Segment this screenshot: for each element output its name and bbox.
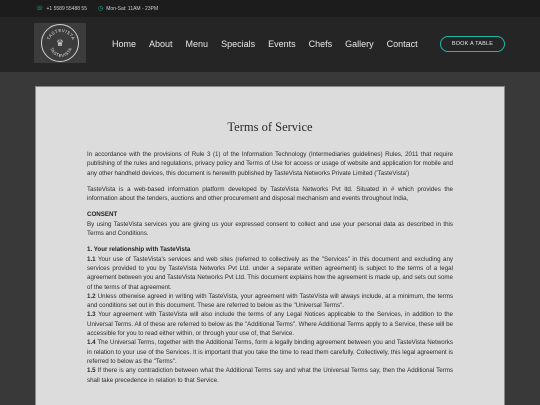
- nav-chefs[interactable]: Chefs: [308, 39, 333, 49]
- chef-hat-icon: ♛: [55, 37, 65, 48]
- page-title: Terms of Service: [227, 120, 313, 134]
- svg-text:TASTEVISTA: TASTEVISTA: [49, 46, 73, 59]
- about-paragraph: TasteVista is a web-based information platform developed by TasteVista Networks Pvt ltd. Situated in # which provides the information about the tenders, auctions and other procurement and disposal mechanism and events throughout India,: [87, 185, 453, 203]
- svg-text:TASTEVISTA: TASTEVISTA: [45, 27, 77, 41]
- top-info-bar: [0, 0, 540, 17]
- logo-ring-text: [42, 25, 80, 63]
- nav-menu[interactable]: Menu: [185, 39, 209, 49]
- logo-emblem: [41, 24, 79, 62]
- main-nav: [112, 34, 431, 54]
- clause-1-1: [87, 255, 453, 292]
- section-1-heading: 1. Your relationship with TasteVista: [87, 246, 191, 254]
- book-a-table-button[interactable]: BOOK A TABLE: [440, 36, 505, 52]
- site-header: [0, 17, 540, 72]
- clause-1-3: [87, 310, 453, 338]
- clause-text: Your use of TasteVista's services and web sites (referred to collectively as the "Services" in this document and excluding any services provided to you by TasteVista Networks Pvt Ltd. under a separate written agreement) is subject to the terms of a legal agreement between you and TasteVista Networks Pvt Ltd. This document explains how the agreement is made up, and sets out some of the terms of that agreement.: [87, 255, 453, 291]
- consent-heading: CONSENT: [87, 211, 118, 219]
- nav-home[interactable]: Home: [112, 39, 137, 49]
- nav-contact[interactable]: Contact: [386, 39, 418, 49]
- clause-text: Your agreement with TasteVista will also include the terms of any Legal Notices applicable to the Services, in addition to the Universal Terms. All of these are referred to below as the "Additional Terms". Where Additional Terms apply to a Service, these will be accessible for you to read either within, or through your use of, that Service.: [87, 311, 453, 338]
- phone-icon: ☏: [36, 5, 44, 12]
- clause-text: The Universal Terms, together with the Additional Terms, form a legally binding agreement between you and TasteVista Networks in relation to your use of the Services. It is important that you take the time to read them carefully. Collectively, this legal agreement is referred to below as the "Terms".: [87, 339, 453, 365]
- clause-number: 1.2: [87, 292, 96, 300]
- hours-text: Mon-Sat: 11AM - 23PM: [106, 5, 159, 12]
- clause-number: 1.1: [87, 255, 96, 263]
- nav-specials[interactable]: Specials: [221, 39, 256, 49]
- clause-1-5: [87, 366, 453, 385]
- phone-text: +1 5589 55488 55: [46, 5, 87, 12]
- intro-paragraph: In accordance with the provisions of Rule 3 (1) of the Information Technology (Intermediaries guidelines) Rules, 2011 that require publishing of the rules and regulations, privacy policy and Terms of Use for access or usage of website and application for mobile and any other handheld devices, this document is herewith published by TasteVista Networks Private Limited ('TasteVista'): [87, 151, 453, 177]
- phone-info: [36, 6, 87, 12]
- clause-1-2: [87, 292, 453, 311]
- clock-icon: ◷: [97, 5, 104, 12]
- terms-document: [35, 86, 505, 405]
- clause-1-4: [87, 338, 453, 366]
- clause-number: 1.4: [87, 339, 96, 347]
- nav-events[interactable]: Events: [268, 39, 296, 49]
- hours-info: [98, 6, 158, 12]
- clause-number: 1.5: [87, 367, 96, 375]
- nav-about[interactable]: About: [149, 39, 173, 49]
- consent-paragraph: By using TasteVista services you are giving us your expressed consent to collect and use your personal data as described in this Terms and Conditions.: [87, 220, 453, 238]
- nav-gallery[interactable]: Gallery: [345, 39, 374, 49]
- site-logo[interactable]: [34, 23, 86, 63]
- clause-number: 1.3: [87, 311, 96, 319]
- clause-text: Unless otherwise agreed in writing with TasteVista, your agreement with TasteVista will always include, at a minimum, the terms and conditions set out in this document. These are referred to below as the "Universal Terms".: [87, 292, 453, 310]
- clause-text: If there is any contradiction between what the Additional Terms say and what the Universal Terms say, then the Additional Terms shall take precedence in relation to that Service.: [87, 367, 453, 384]
